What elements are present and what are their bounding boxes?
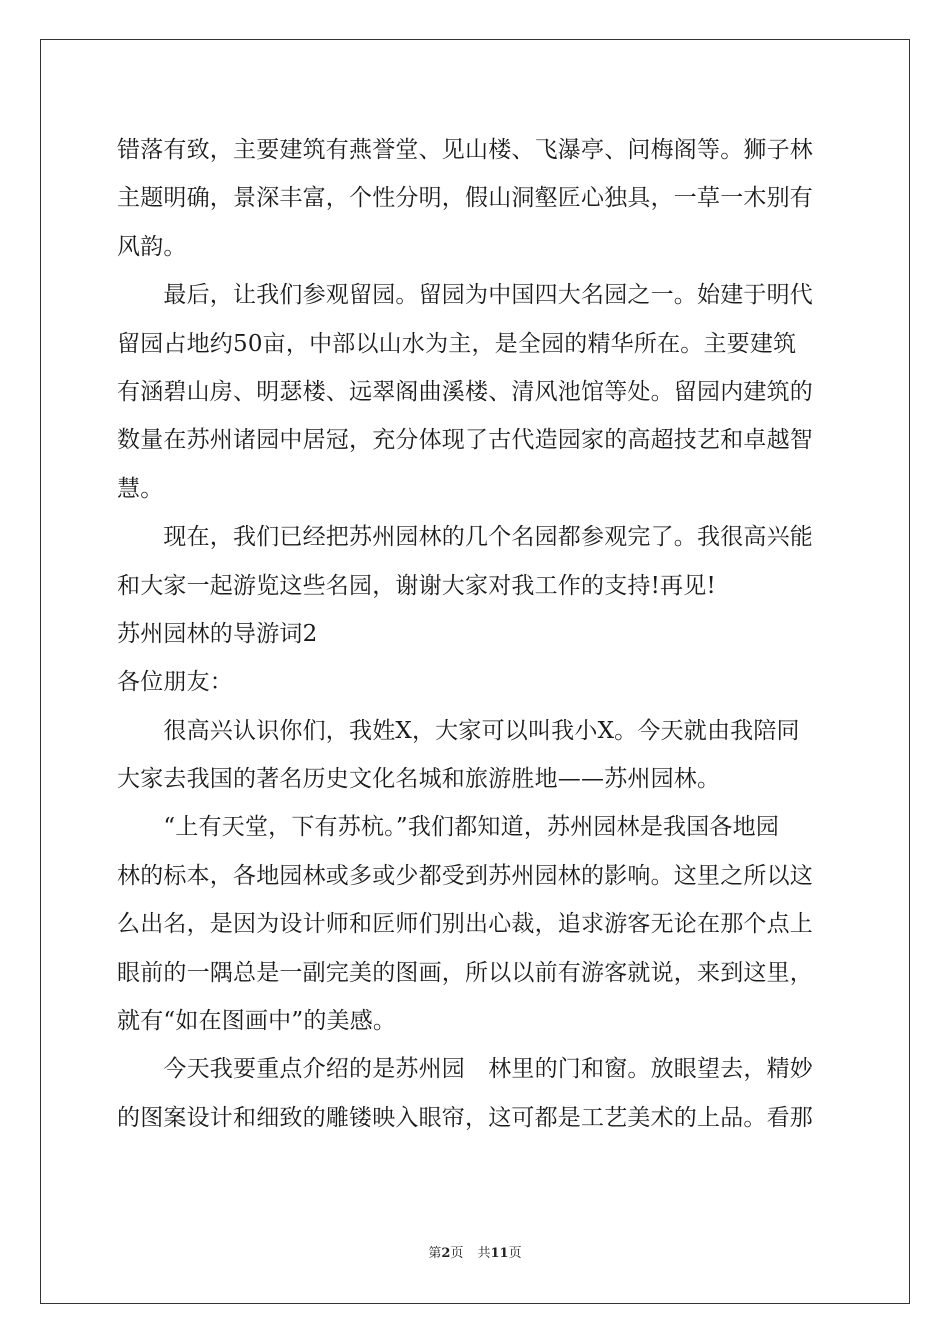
text-line: 就有“如在图画中”的美感。	[117, 1008, 397, 1035]
text-line: 主题明确，景深丰富，个性分明，假山洞壑匠心独具，一草一木别有	[117, 185, 813, 212]
total-pages-number: 11	[490, 1246, 509, 1261]
text-line: 的图案设计和细致的雕镂映入眼帘，这可都是工艺美术的上品。看那	[117, 1104, 813, 1131]
total-unit: 页	[508, 1246, 522, 1261]
text-line: 林的标本，各地园林或多或少都受到苏州园林的影响。这里之所以这	[117, 862, 813, 889]
text-line: 很高兴认识你们，我姓X，大家可以叫我小X。今天就由我陪同	[117, 717, 800, 744]
text-line: 大家去我国的著名历史文化名城和旅游胜地——苏州园林。	[117, 766, 721, 793]
text-line: 留园占地约50亩，中部以山水为主，是全园的精华所在。主要建筑	[117, 330, 797, 357]
text-line: 么出名，是因为设计师和匠师们别出心裁，追求游客无论在那个点上	[117, 911, 813, 938]
page-unit: 页	[450, 1246, 464, 1261]
text-line: 眼前的一隅总是一副完美的图画，所以以前有游客就说，来到这里，	[117, 959, 813, 986]
text-line: 风韵。	[117, 233, 187, 260]
current-page-number: 2	[441, 1246, 451, 1261]
section-heading: 苏州园林的导游词2	[117, 620, 318, 647]
salutation: 各位朋友：	[117, 669, 233, 696]
text-line: 慧。	[117, 475, 164, 502]
page-footer	[0, 1245, 950, 1263]
text-line: 有涵碧山房、明瑟楼、远翠阁曲溪楼、清风池馆等处。留园内建筑的	[117, 378, 813, 405]
text-line: “上有天堂，下有苏杭。”我们都知道，苏州园林是我国各地园	[117, 814, 780, 841]
text-line: 错落有致，主要建筑有燕誉堂、见山楼、飞瀑亭、问梅阁等。狮子林	[117, 137, 813, 163]
text-line: 数量在苏州诸园中居冠，充分体现了古代造园家的高超技艺和卓越智	[117, 427, 813, 454]
text-line: 现在，我们已经把苏州园林的几个名园都参观完了。我很高兴能	[117, 524, 813, 551]
text-line: 最后，让我们参观留园。留园为中国四大名园之一。始建于明代	[117, 282, 813, 309]
page-prefix: 第	[428, 1246, 442, 1261]
total-prefix: 共	[477, 1246, 491, 1261]
text-line: 和大家一起游览这些名园，谢谢大家对我工作的支持!再见!	[117, 572, 716, 599]
text-line: 今天我要重点介绍的是苏州园 林里的门和窗。放眼望去，精妙	[117, 1056, 813, 1083]
document-body	[117, 126, 837, 1142]
